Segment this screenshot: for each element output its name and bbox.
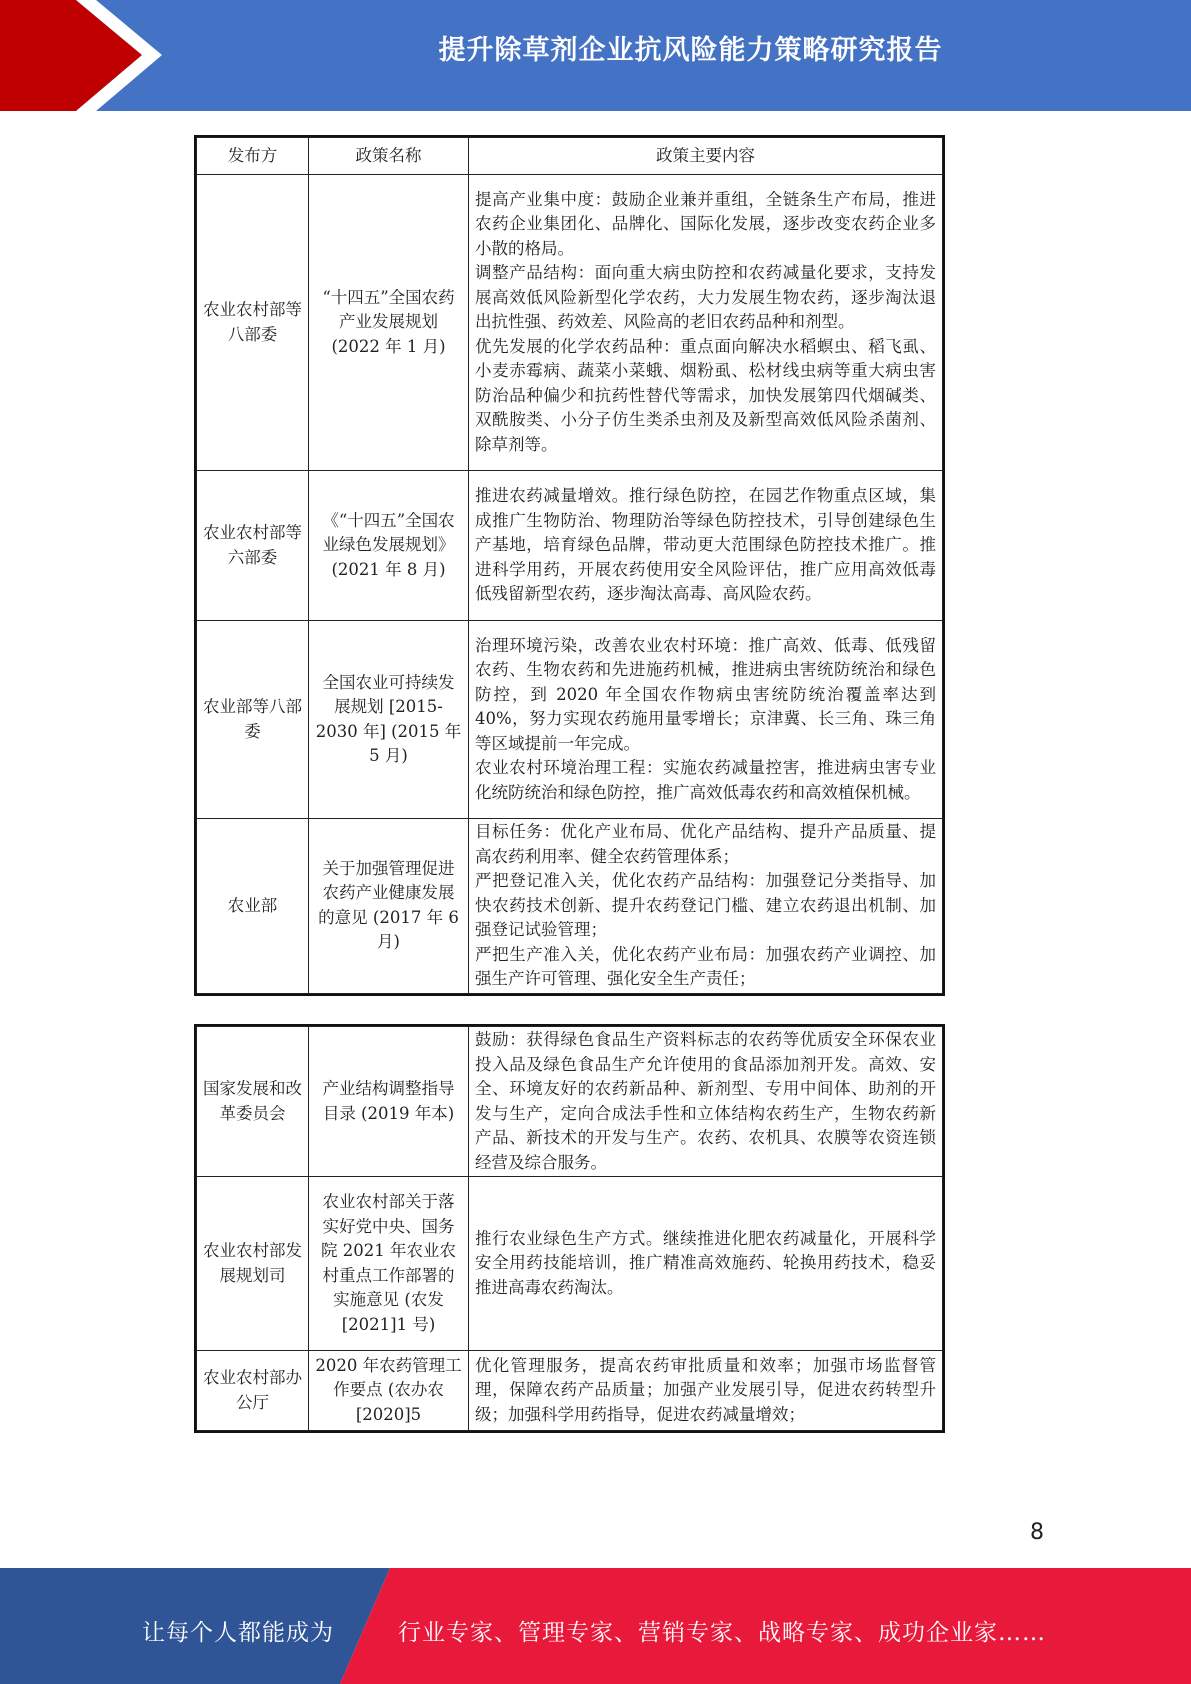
cell-policy-name: 产业结构调整指导目录 (2019 年本) [309,1027,469,1177]
header-publisher: 发布方 [197,138,309,175]
cell-policy-content: 鼓励：获得绿色食品生产资料标志的农药等优质安全环保农业投入品及绿色食品生产允许使用的食品添加剂开发。高效、安全、环境友好的农药新品种、新剂型、专用中间体、助剂的开发与生产，定向合成法手性和立体结构农药生产，生物农药新产品、新技术的开发与生产。农药、农机具、农膜等农资连锁经营及综合服务。 [469,1027,943,1177]
cell-publisher: 农业部 [197,819,309,994]
footer-slogan-right: 行业专家、管理专家、营销专家、战略专家、成功企业家…… [398,1620,1046,1646]
footer-slogan-left: 让每个人都能成为 [142,1620,334,1646]
policy-table-continued [196,1026,943,1431]
cell-publisher: 农业农村部等六部委 [197,471,309,621]
cell-policy-content: 提高产业集中度：鼓励企业兼并重组，全链条生产布局，推进农药企业集团化、品牌化、国际化发展，逐步改变农药企业多小散的格局。 调整产品结构：面向重大病虫防控和农药减量化要求，支持发展高效低风险新型化学农药，大力发展生物农药，逐步淘汰退出抗性强、药效差、风险高的老旧农药品种和剂型。 优先发展的化学农药品种：重点面向解决水稻螟虫、稻飞虱、小麦赤霉病、蔬菜小菜蛾、烟粉虱、松材线虫病等重大病虫害防治品种偏少和抗药性替代等需求，加快发展第四代烟碱类、双酰胺类、小分子仿生类杀虫剂及及新型高效低风险杀菌剂、除草剂等。 [469,175,943,471]
table-row [197,1177,943,1351]
table-row [197,471,943,621]
cell-publisher: 农业农村部发展规划司 [197,1177,309,1351]
cell-policy-name: 2020 年农药管理工作要点 (农办农[2020]5 [309,1351,469,1431]
table-row [197,621,943,819]
page-footer [0,1568,1191,1684]
report-title: 提升除草剂企业抗风险能力策略研究报告 [438,35,943,66]
table-row [197,1351,943,1431]
cell-policy-content: 治理环境污染，改善农业农村环境：推广高效、低毒、低残留农药、生物农药和先进施药机械，推进病虫害统防统治和绿色防控，到 2020 年全国农作物病虫害统防统治覆盖率达到 40%，努力实现农药施用量零增长；京津冀、长三角、珠三角等区域提前一年完成。 农业农村环境治理工程：实施农药减量控害，推进病虫害专业化统防统治和绿色防控，推广高效低毒农药和高效植保机械。 [469,621,943,819]
table-row [197,1027,943,1177]
page-header [0,0,1191,111]
cell-policy-name: 全国农业可持续发展规划 [2015-2030 年] (2015 年 5 月) [309,621,469,819]
page-number: 8 [1030,1520,1044,1545]
cell-policy-content: 推进农药减量增效。推行绿色防控，在园艺作物重点区域，集成推广生物防治、物理防治等绿色防控技术，引导创建绿色生产基地，培育绿色品牌，带动更大范围绿色防控技术推广。推进科学用药，开展农药使用安全风险评估，推广应用高效低毒低残留新型农药，逐步淘汰高毒、高风险农药。 [469,471,943,621]
policy-table [196,137,943,994]
header-policy-name: 政策名称 [309,138,469,175]
cell-policy-content: 优化管理服务，提高农药审批质量和效率；加强市场监督管理，保障农药产品质量；加强产业发展引导，促进农药转型升级；加强科学用药指导，促进农药减量增效； [469,1351,943,1431]
cell-policy-name: 农业农村部关于落实好党中央、国务院 2021 年农业农村重点工作部署的实施意见 (农发[2021]1 号) [309,1177,469,1351]
table-row [197,175,943,471]
cell-publisher: 农业部等八部委 [197,621,309,819]
cell-policy-name: “十四五”全国农药产业发展规划(2022 年 1 月) [309,175,469,471]
cell-publisher: 农业农村部办公厅 [197,1351,309,1431]
cell-policy-content: 推行农业绿色生产方式。继续推进化肥农药减量化，开展科学安全用药技能培训，推广精准高效施药、轮换用药技术，稳妥推进高毒农药淘汰。 [469,1177,943,1351]
cell-policy-content: 目标任务：优化产业布局、优化产品结构、提升产品质量、提高农药利用率、健全农药管理体系； 严把登记准入关，优化农药产品结构：加强登记分类指导、加快农药技术创新、提升农药登记门槛、建立农药退出机制、加强登记试验管理； 严把生产准入关，优化农药产业布局：加强农药产业调控、加强生产许可管理、强化安全生产责任； [469,819,943,994]
cell-publisher: 国家发展和改革委员会 [197,1027,309,1177]
table-row [197,819,943,994]
header-policy-content: 政策主要内容 [469,138,943,175]
table-header-row [197,138,943,175]
cell-publisher: 农业农村部等八部委 [197,175,309,471]
cell-policy-name: 《“十四五”全国农业绿色发展规划》(2021 年 8 月) [309,471,469,621]
cell-policy-name: 关于加强管理促进农药产业健康发展的意见 (2017 年 6 月) [309,819,469,994]
